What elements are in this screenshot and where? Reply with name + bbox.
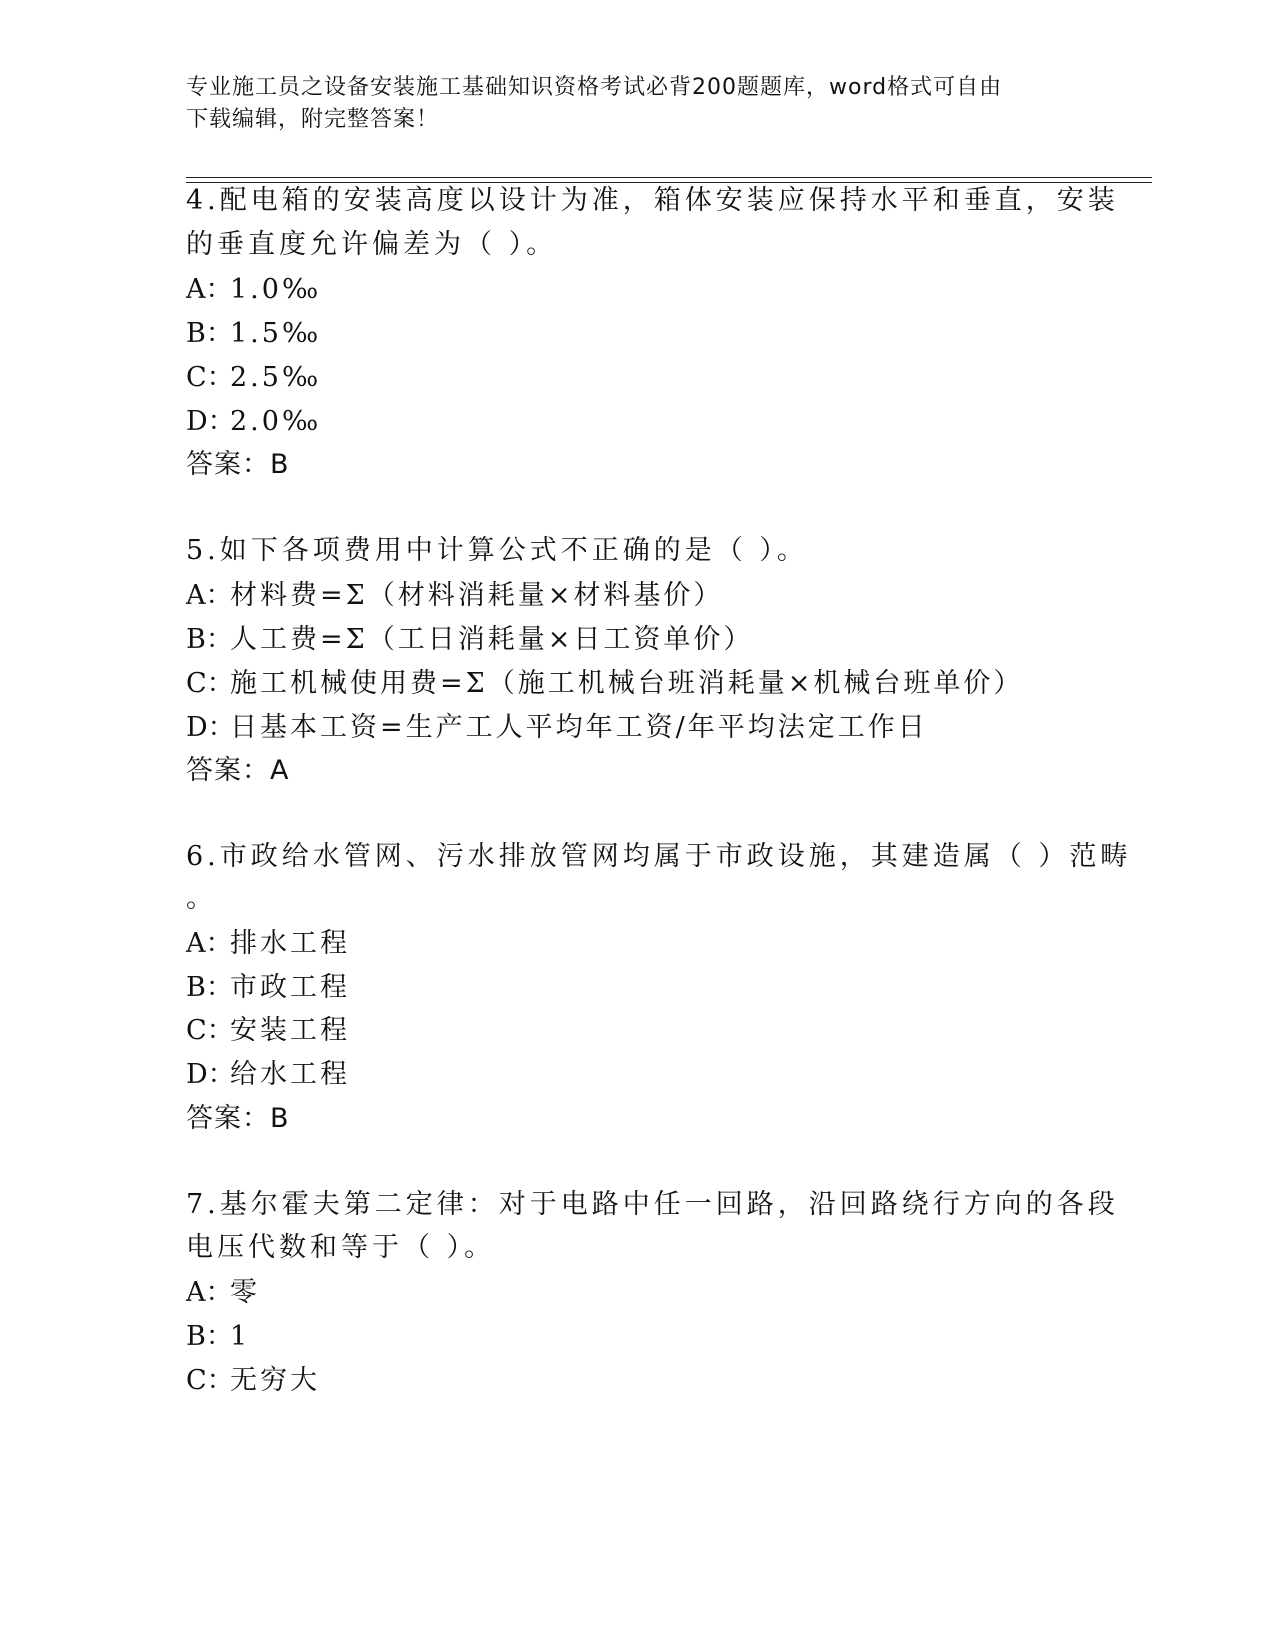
option-text: 零 — [230, 1277, 260, 1308]
question-6-answer: 答案：B — [186, 1103, 290, 1134]
question-6-option-a — [186, 927, 350, 961]
document-header — [186, 72, 1066, 136]
question-5-option-b — [186, 623, 753, 657]
question-5-stem-line-1: 5.如下各项费用中计算公式不正确的是（ ）。 — [186, 535, 808, 566]
option-label: C： — [186, 668, 234, 699]
question-4-stem-line-1: 4.配电箱的安装高度以设计为准，箱体安装应保持水平和垂直，安装 — [186, 185, 1119, 216]
option-label: B： — [186, 972, 233, 1003]
header-divider-top — [186, 177, 1152, 178]
option-text: 排水工程 — [230, 928, 350, 959]
question-4-option-d — [186, 405, 321, 439]
option-label: B： — [186, 318, 233, 349]
question-6-stem-line-2: 。 — [186, 883, 217, 914]
question-6-option-b — [186, 971, 350, 1005]
option-label: C： — [186, 1365, 234, 1396]
option-text: 市政工程 — [230, 972, 350, 1003]
question-6-stem-line-1: 6.市政给水管网、污水排放管网均属于市政设施，其建造属（ ）范畴 — [186, 841, 1132, 872]
option-label: D： — [186, 712, 235, 743]
question-5-answer: 答案：A — [186, 755, 290, 786]
question-4-option-c — [186, 361, 321, 395]
option-label: A： — [186, 580, 233, 611]
option-label: B： — [186, 1321, 233, 1352]
option-label: C： — [186, 1015, 234, 1046]
question-7-stem-line-1: 7.基尔霍夫第二定律：对于电路中任一回路，沿回路绕行方向的各段 — [186, 1189, 1119, 1220]
option-text: 人工费=Σ（工日消耗量×日工资单价） — [230, 624, 754, 655]
option-text: 2.5‰ — [230, 362, 322, 393]
question-4-answer: 答案：B — [186, 449, 290, 480]
question-5-option-a — [186, 579, 723, 613]
question-4-option-a — [186, 273, 321, 307]
option-text: 2.0‰ — [230, 406, 322, 437]
question-5-option-d — [186, 711, 928, 745]
question-6-option-d — [186, 1058, 350, 1092]
question-7-option-a — [186, 1276, 260, 1310]
header-line-2: 下载编辑，附完整答案！ — [186, 107, 440, 132]
question-4-option-b — [186, 317, 321, 351]
option-text: 无穷大 — [230, 1365, 320, 1396]
option-text: 日基本工资=生产工人平均年工资/年平均法定工作日 — [230, 712, 928, 743]
option-text: 材料费=Σ（材料消耗量×材料基价） — [230, 580, 724, 611]
option-text: 给水工程 — [230, 1059, 350, 1090]
question-7-option-c — [186, 1364, 320, 1398]
option-text: 安装工程 — [230, 1015, 350, 1046]
header-divider-bottom — [186, 182, 1152, 183]
question-6-option-c — [186, 1014, 350, 1048]
question-4-stem-line-2: 的垂直度允许偏差为（ ）。 — [186, 229, 558, 260]
option-text: 1 — [230, 1321, 251, 1352]
option-text: 1.0‰ — [230, 274, 322, 305]
option-label: A： — [186, 274, 233, 305]
option-label: B： — [186, 624, 233, 655]
option-label: D： — [186, 1059, 235, 1090]
option-text: 施工机械使用费=Σ（施工机械台班消耗量×机械台班单价） — [230, 668, 1024, 699]
option-label: D： — [186, 406, 235, 437]
option-text: 1.5‰ — [230, 318, 322, 349]
option-label: C： — [186, 362, 234, 393]
header-line-1: 专业施工员之设备安装施工基础知识资格考试必背200题题库，word格式可自由 — [186, 75, 1003, 100]
question-7-stem-line-2: 电压代数和等于（ ）。 — [186, 1232, 496, 1263]
question-7-option-b — [186, 1320, 250, 1354]
option-label: A： — [186, 1277, 233, 1308]
question-5-option-c — [186, 667, 1023, 701]
option-label: A： — [186, 928, 233, 959]
